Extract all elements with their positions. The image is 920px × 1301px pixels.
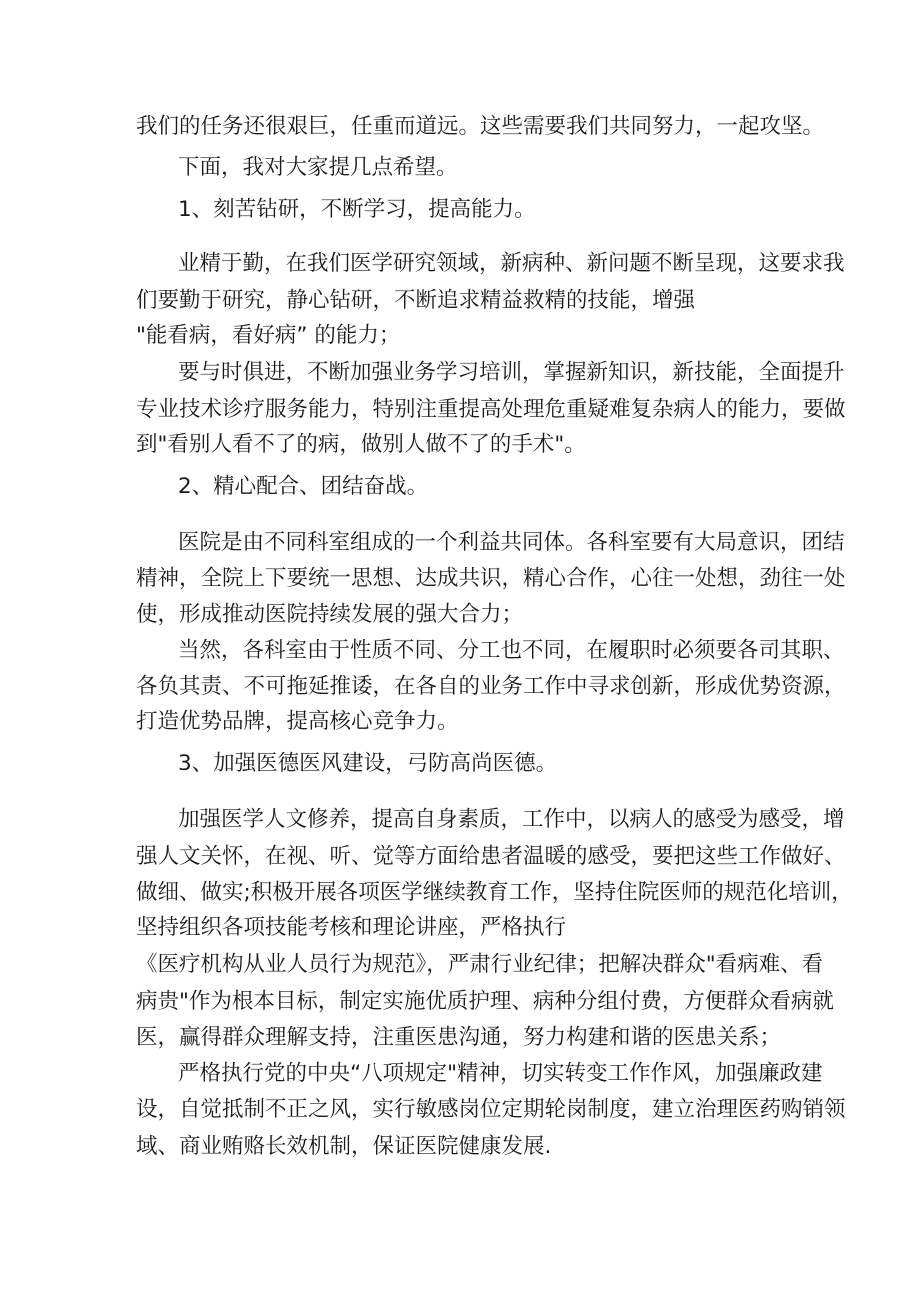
text-line: 做细、做实;积极开展各项医学继续教育工作，坚持住院医师的规范化培训， (136, 880, 853, 905)
text-line: 使，形成推动医院持续发展的强大合力； (136, 602, 524, 627)
text-line: 专业技术诊疗服务能力，特别注重提高处理危重疑难复杂病人的能力，要做 (136, 397, 846, 422)
text-line: 各负其责、不可拖延推诿，在各自的业务工作中寻求创新，形成优势资源， (136, 674, 846, 699)
text-line: 到"看别人看不了的病，做别人做不了的手术"。 (136, 432, 586, 457)
text-line: 严格执行党的中央“八项规定"精神，切实转变工作作风，加强廉政建 (178, 1061, 823, 1086)
text-line: 医，赢得群众理解支持，注重医患沟通，努力构建和谐的医患关系； (136, 1025, 782, 1050)
text-line: 下面，我对大家提几点希望。 (178, 155, 458, 180)
text-line: 强人文关怀，在视、听、觉等方面给患者温暖的感受，要把这些工作做好、 (136, 844, 846, 869)
section-heading: 2、精心配合、团结奋战。 (178, 474, 429, 499)
text-line: "能看病，看好病” 的能力； (136, 323, 401, 348)
text-line: 医院是由不同科室组成的一个利益共同体。各科室要有大局意识，团结 (178, 530, 845, 555)
text-line: 当然，各科室由于性质不同、分工也不同，在履职时必须要各司其职、 (178, 638, 845, 663)
text-line: 打造优势品牌，提高核心竞争力。 (136, 709, 459, 734)
text-line: 精神，全院上下要统一思想、达成共识，精心合作，心往一处想，劲往一处 (136, 566, 846, 591)
text-line: 域、商业贿赂长效机制，保证医院健康发展. (136, 1134, 552, 1159)
text-line: 我们的任务还很艰巨，任重而道远。这些需要我们共同努力，一起攻坚。 (136, 114, 825, 139)
text-line: 业精于勤，在我们医学研究领域，新病种、新问题不断呈现，这要求我 (178, 251, 845, 276)
text-line: 坚持组织各项技能考核和理论讲座，严格执行 (136, 915, 567, 940)
text-line: 加强医学人文修养，提高自身素质，工作中，以病人的感受为感受，增 (178, 807, 845, 832)
section-heading: 3、加强医德医风建设，弓防高尚医德。 (178, 751, 558, 776)
text-line: 设，自觉抵制不正之风，实行敏感岗位定期轮岗制度，建立治理医药购销领 (136, 1097, 846, 1122)
text-line: 们要勤于研究，静心钻研，不断追求精益救精的技能，增强 (136, 288, 696, 313)
text-line: 《医疗机构从业人员行为规范》，严肃行业纪律；把解决群众"看病难、看 (136, 952, 824, 977)
text-line: 病贵"作为根本目标，制定实施优质护理、病种分组付费，方便群众看病就 (136, 989, 834, 1014)
section-heading: 1、刻苦钻研，不断学习，提高能力。 (178, 197, 536, 222)
text-line: 要与时俱进，不断加强业务学习培训，掌握新知识，新技能，全面提升 (178, 360, 845, 385)
